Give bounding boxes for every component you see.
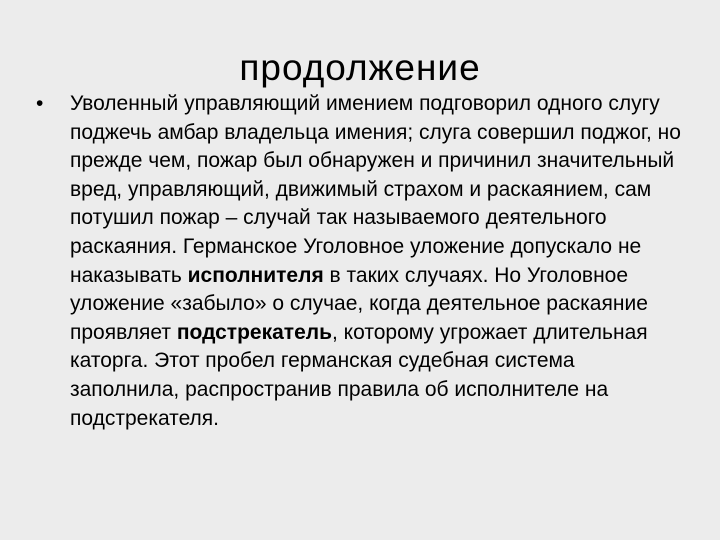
text-run: в таких случаях. Но Уголовное уложение «забыло» о случае, когда деятельное раскаяние проявляет xyxy=(70,263,648,344)
text-run: , которому угрожает длительная каторга. Этот пробел германская судебная система заполнила, распространив правила об исполнителе на подстрекателя. xyxy=(70,320,648,430)
text-run: Уволенный управляющий имением подговорил одного слугу поджечь амбар владельца имения; слуга совершил поджог, но прежде чем, пожар был обнаружен и причинил значительный вред, управляющий, движимый страхом и раскаянием, сам потушил пожар – случай так называемого деятельного раскаяния. Германское Уголовное уложение допускало не наказывать xyxy=(70,92,681,287)
slide-content xyxy=(36,90,686,433)
bullet-icon: • xyxy=(36,92,44,115)
bullet-text xyxy=(70,90,686,433)
slide-title: продолжение xyxy=(239,47,481,88)
bold-term-ispolnitel: исполнителя xyxy=(187,263,324,287)
bold-term-podstrekatel: подстрекатель xyxy=(176,320,333,344)
bullet-item xyxy=(36,90,686,433)
